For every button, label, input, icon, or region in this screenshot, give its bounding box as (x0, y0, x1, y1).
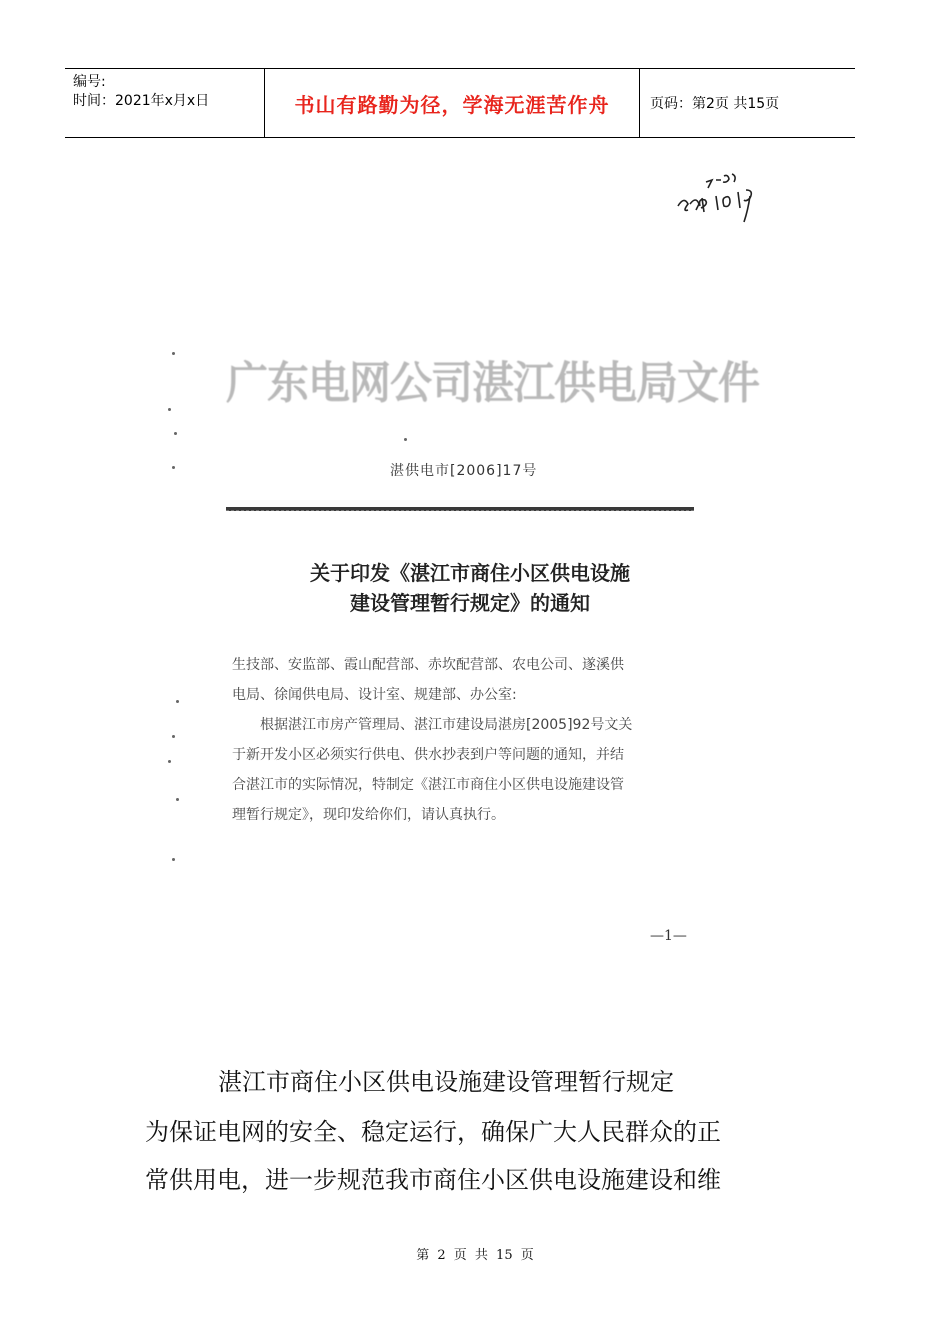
notice-title-line: 关于印发《湛江市商住小区供电设施 (310, 561, 630, 585)
scan-speck (172, 735, 175, 738)
page-header (65, 68, 855, 138)
scan-speck (176, 700, 179, 703)
notice-title (220, 558, 720, 618)
body-line: 根据湛江市房产管理局、湛江市建设局湛房[2005]92号文关 (260, 717, 633, 733)
scan-speck (176, 798, 179, 801)
recipients-line: 电局、徐闻供电局、设计室、规建部、办公室: (232, 687, 517, 703)
paragraph-line: 为保证电网的安全、稳定运行，确保广大人民群众的正 (145, 1118, 721, 1146)
handwritten-date-annotation (676, 170, 766, 230)
regulation-paragraph (145, 1108, 785, 1204)
scan-speck (168, 760, 171, 763)
scanned-body (232, 650, 710, 830)
scan-speck (172, 858, 175, 861)
scan-speck (174, 432, 177, 435)
document-number: 湛供电市[2006]17号 (390, 463, 538, 479)
red-header-rule (226, 507, 694, 511)
page-footer: 第 2 页 共 15 页 (416, 1248, 534, 1263)
scan-speck (404, 438, 407, 441)
body-line: 于新开发小区必须实行供电、供水抄表到户等问题的通知，并结 (232, 747, 624, 763)
header-page-info: 页码：第2页 共15页 (650, 96, 780, 112)
header-motto: 书山有路勤为径，学海无涯苦作舟 (265, 69, 640, 137)
paragraph-line: 常供用电，进一步规范我市商住小区供电设施建设和维 (145, 1166, 721, 1194)
scanned-org-title: 广东电网公司湛江供电局文件 (226, 356, 760, 409)
scanned-page-marker: —1— (650, 928, 687, 944)
scan-speck (172, 466, 175, 469)
time-label: 时间：2021年x月x日 (73, 93, 210, 109)
regulation-title: 湛江市商住小区供电设施建设管理暂行规定 (218, 1068, 674, 1096)
recipients-line: 生技部、安监部、霞山配营部、赤坎配营部、农电公司、遂溪供 (232, 657, 624, 673)
scan-speck (168, 408, 171, 411)
scan-speck (172, 352, 175, 355)
body-line: 合湛江市的实际情况，特制定《湛江市商住小区供电设施建设管 (232, 777, 624, 793)
serial-number-label: 编号: (73, 74, 106, 90)
notice-title-line: 建设管理暂行规定》的通知 (350, 591, 590, 615)
header-meta (65, 69, 265, 137)
body-line: 理暂行规定》，现印发给你们，请认真执行。 (232, 807, 505, 823)
